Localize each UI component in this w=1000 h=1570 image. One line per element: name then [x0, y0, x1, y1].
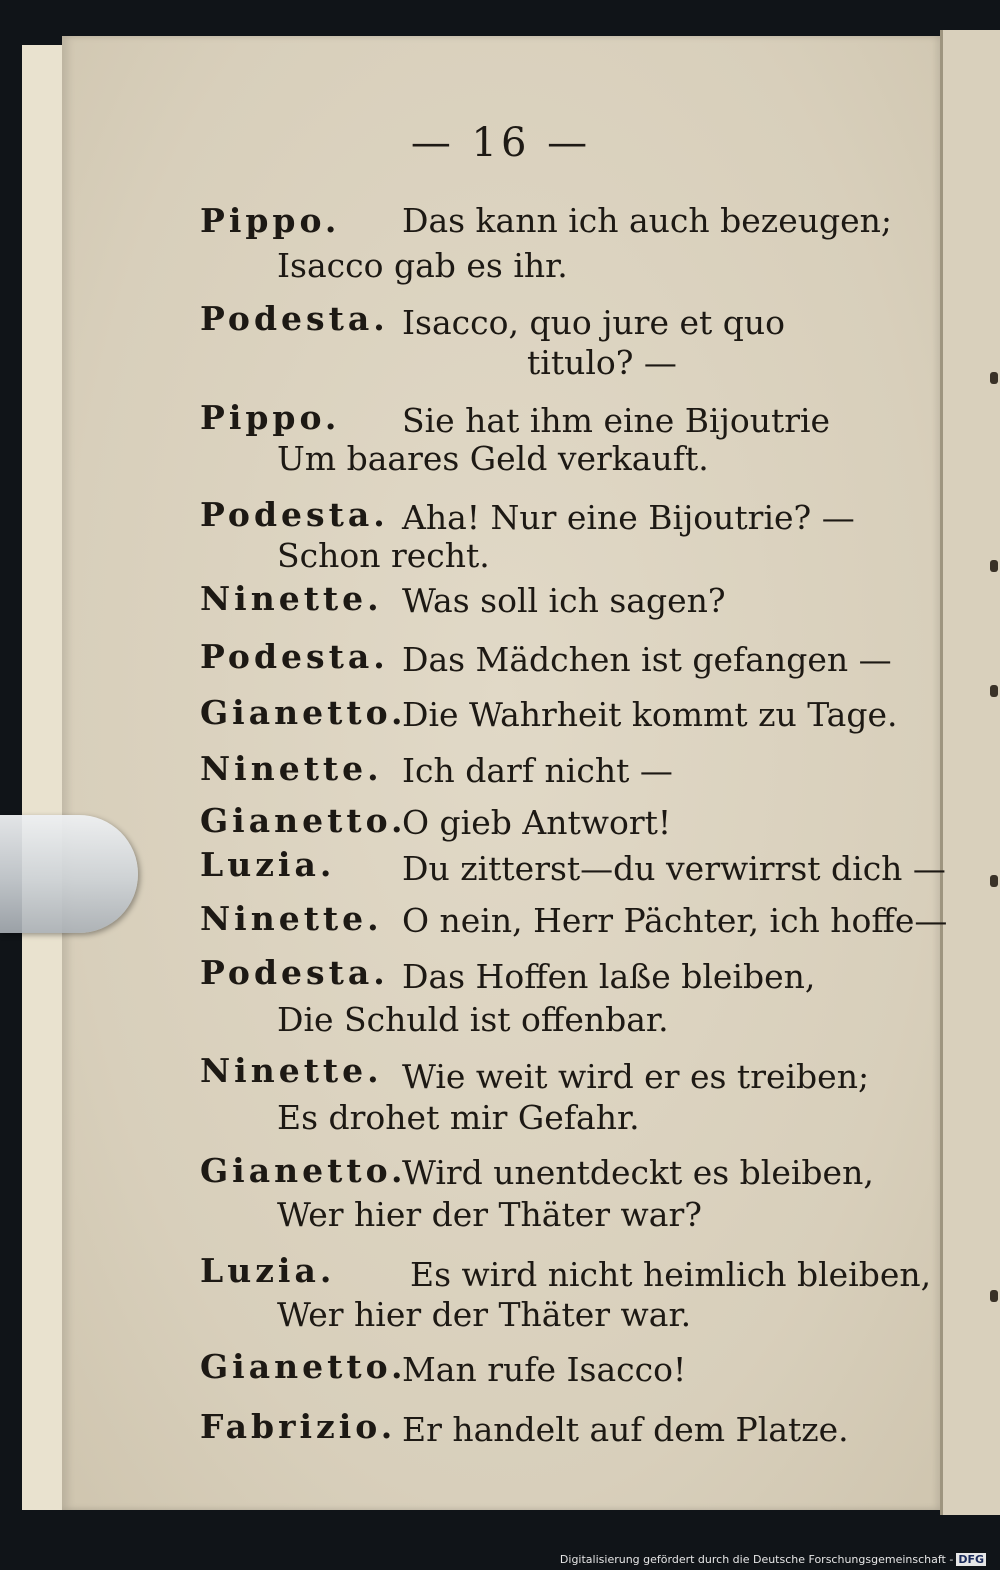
verse-line: Du zitterst—du verwirrst dich —	[402, 849, 946, 888]
speaker-label: Podesta.	[200, 299, 389, 338]
speaker-label: Podesta.	[200, 495, 389, 534]
verse-line: Man rufe Isacco!	[402, 1350, 687, 1389]
speaker-label: Luzia.	[200, 845, 336, 884]
verse-line: Isacco, quo jure et quo	[402, 303, 785, 342]
verse-line: Das Hoffen laße bleiben,	[402, 957, 816, 996]
verse-line: Er handelt auf dem Platze.	[402, 1410, 849, 1449]
verse-line: O nein, Herr Pächter, ich hoffe—	[402, 901, 948, 940]
facing-page-mark	[990, 685, 998, 697]
speaker-label: Ninette.	[200, 579, 383, 618]
verse-line: O gieb Antwort!	[402, 803, 672, 842]
verse-line: Ich darf nicht —	[402, 751, 673, 790]
dfg-logo: DFG	[958, 1553, 984, 1566]
verse-line: Schon recht.	[277, 536, 490, 575]
verse-line: Isacco gab es ihr.	[277, 246, 568, 285]
digitization-credit: Digitalisierung gefördert durch die Deutsche Forschungsgemeinschaft - DFG	[559, 1553, 984, 1566]
book-page	[62, 36, 948, 1510]
verse-line: Die Schuld ist offenbar.	[277, 1000, 669, 1039]
verse-line: Wird unentdeckt es bleiben,	[402, 1153, 874, 1192]
verse-line: Was soll ich sagen?	[402, 581, 726, 620]
facing-page-mark	[990, 875, 998, 887]
facing-page-mark	[990, 1290, 998, 1302]
speaker-label: Podesta.	[200, 953, 389, 992]
verse-line: titulo? —	[527, 343, 677, 382]
speaker-label: Ninette.	[200, 749, 383, 788]
speaker-label: Gianetto.	[200, 1151, 407, 1190]
page-number: — 16 —	[410, 120, 592, 166]
speaker-label: Ninette.	[200, 899, 383, 938]
verse-line: Um baares Geld verkauft.	[277, 439, 709, 478]
verse-line: Aha! Nur eine Bijoutrie? —	[402, 498, 855, 537]
verse-line: Es drohet mir Gefahr.	[277, 1098, 640, 1137]
verse-line: Das Mädchen ist gefangen —	[402, 640, 892, 679]
speaker-label: Gianetto.	[200, 801, 407, 840]
verse-line: Sie hat ihm eine Bijoutrie	[402, 401, 831, 440]
speaker-label: Pippo.	[200, 398, 341, 437]
verse-line: Die Wahrheit kommt zu Tage.	[402, 695, 898, 734]
verse-line: Wer hier der Thäter war?	[277, 1195, 702, 1234]
verse-line: Wie weit wird er es treiben;	[402, 1057, 870, 1096]
speaker-label: Pippo.	[200, 201, 341, 240]
speaker-label: Gianetto.	[200, 1347, 407, 1386]
plastic-page-clip	[0, 815, 138, 933]
speaker-label: Gianetto.	[200, 693, 407, 732]
verse-line: Wer hier der Thäter war.	[277, 1295, 692, 1334]
verse-line: Es wird nicht heimlich bleiben,	[410, 1255, 932, 1294]
speaker-label: Ninette.	[200, 1051, 383, 1090]
facing-page-mark	[990, 372, 998, 384]
speaker-label: Fabrizio.	[200, 1407, 397, 1446]
speaker-label: Podesta.	[200, 637, 389, 676]
verse-line: Das kann ich auch bezeugen;	[402, 201, 893, 240]
speaker-label: Luzia.	[200, 1251, 336, 1290]
facing-page-mark	[990, 560, 998, 572]
